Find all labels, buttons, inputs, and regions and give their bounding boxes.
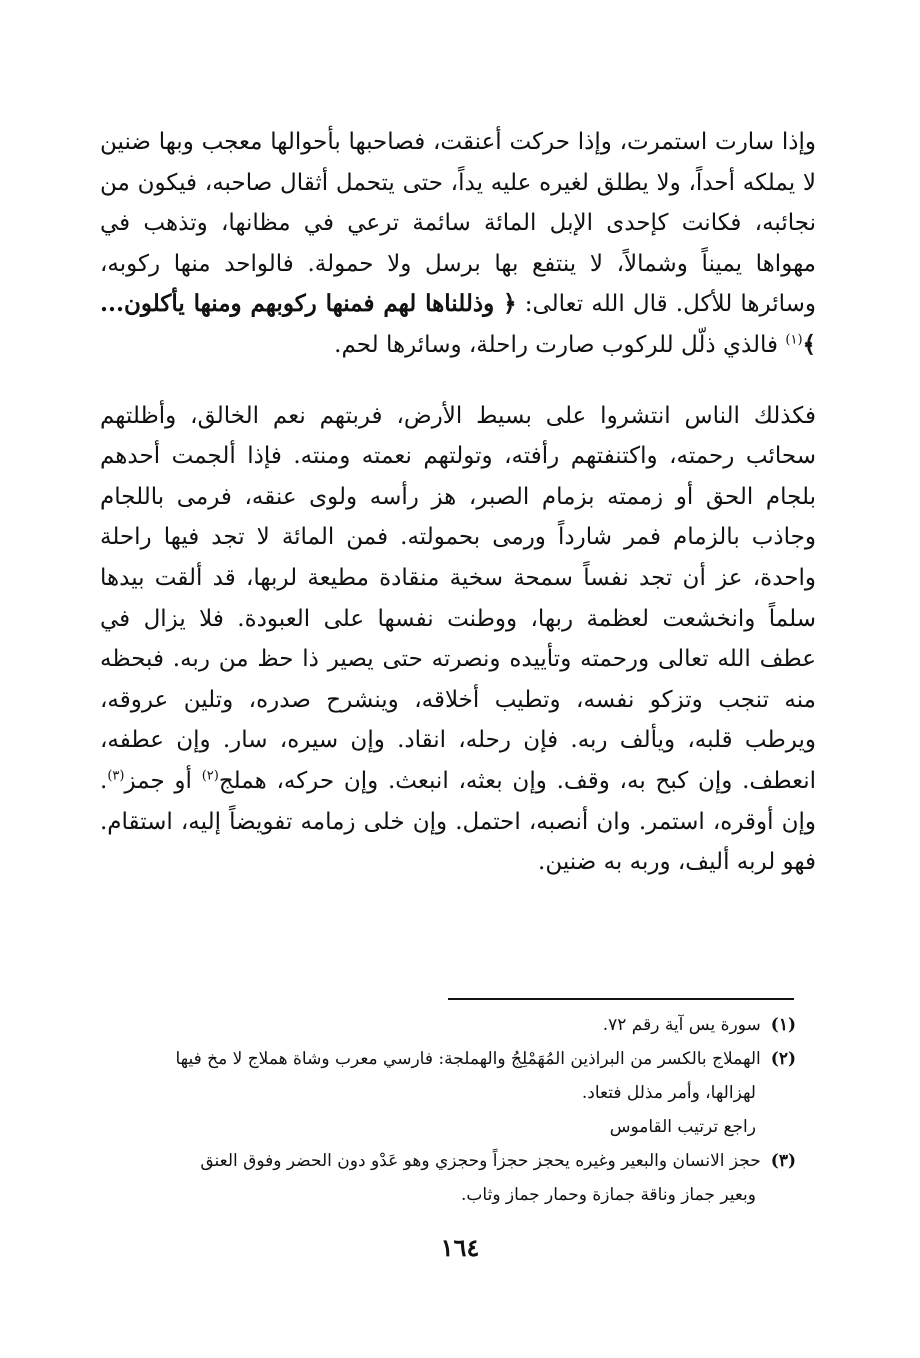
main-text xyxy=(100,122,816,883)
footnote-ref-1: (١) xyxy=(785,332,803,348)
footnote-2-number: (٢) xyxy=(770,1049,796,1069)
paragraph-2 xyxy=(100,396,816,883)
footnote-3 xyxy=(100,1146,796,1177)
footnote-divider xyxy=(448,998,794,1000)
footnote-2-source: راجع ترتيب القاموس xyxy=(609,1117,756,1137)
footnote-1 xyxy=(100,1010,796,1041)
paragraph-2-text-end: . وإن أوقره، استمر. وان أنصبه، احتمل. وإن خلى زمامه تفويضاً إليه، استقام. فهو لربه أليف، وربه به ضنين. xyxy=(100,767,816,876)
paragraph-1-text: وإذا سارت استمرت، وإذا حركت أعنقت، فصاحبها بأحوالها معجب وبها ضنين لا يملكه أحداً، ولا يطلق لغيره عليه يداً، حتى يتحمل أثقال صاحبه، فيكون من نجائبه، فكانت كإحدى الإبل المائة سائمة ترعي في مظانها، وتذهب في مهواها يميناً وشمالاً، لا ينتفع بها برسل ولا حمولة. فالواحد منها ركوبه، وسائرها للأكل. قال الله تعالى: xyxy=(100,129,816,318)
paragraph-2-text: فكذلك الناس انتشروا على بسيط الأرض، فربتهم نعم الخالق، وأظلتهم سحائب رحمته، واكتنفتهم رأفته، وتولتهم نعمته ومنته. فإذا ألجمت أحدهم بلجام الحق أو زممته بزمام الصبر، هز رأسه ولوى عنقه، فرمى باللجام وجاذب بالزمام فمر شارداً ورمى بحمولته. فمن المائة لا تجد فيها راحلة واحدة، عز أن تجد نفساً سمحة سخية منقادة مطيعة لربها، قد ألقت بيدها سلماً وانخشعت لعظمة ربها، ووطنت نفسها على العبودة. فلا يزال في عطف الله تعالى ورحمته وتأييده ونصرته حتى يصير ذا حظ من ربه. فبحظه منه تنجب وتزكو نفسه، وتطيب أخلاقه، وينشرح صدره، وتلين عروقه، ويرطب قلبه، ويألف ربه. فإن رحله، انقاد. وإن سيره، سار. وإن عطفه، انعطف. وإن كبح به، وقف. وإن بعثه، انبعث. وإن حركه، هملج xyxy=(100,402,816,794)
paragraph-1 xyxy=(100,122,816,366)
footnote-1-number: (١) xyxy=(770,1015,796,1035)
footnote-ref-2: (٢) xyxy=(201,768,219,784)
footnote-3-text: حجز الانسان والبعير وغيره يحجز حجزاً وحجزي وهو عَدْو دون الحضر وفوق العنق xyxy=(200,1151,761,1171)
footnote-3-number: (٣) xyxy=(770,1151,796,1171)
paragraph-1-text-end: فالذي ذلّل للركوب صارت راحلة، وسائرها لحم. xyxy=(334,331,786,358)
footnote-1-text: سورة يس آية رقم ٧٢. xyxy=(602,1015,761,1035)
footnotes xyxy=(100,1010,796,1214)
quran-verse: ﴿ وذللناها لهم فمنها ركوبهم ومنها يأكلون... ﴾ xyxy=(100,290,816,358)
footnote-3-continuation: وبعير جماز وناقة جمازة وحمار جماز وثاب. xyxy=(461,1185,756,1205)
footnote-2 xyxy=(100,1044,796,1075)
page-number: ١٦٤ xyxy=(440,1233,480,1262)
footnote-2-text: الهملاج بالكسر من البراذين المُهَمْلِجُ والهملجة: فارسي معرب وشاة هملاج لا مخ فيها xyxy=(175,1049,761,1069)
footnote-ref-3: (٣) xyxy=(107,768,125,784)
footnote-2-continuation: لهزالها، وأمر مذلل فتعاد. xyxy=(581,1083,756,1103)
paragraph-2-text-mid: أو جمز xyxy=(124,767,202,794)
